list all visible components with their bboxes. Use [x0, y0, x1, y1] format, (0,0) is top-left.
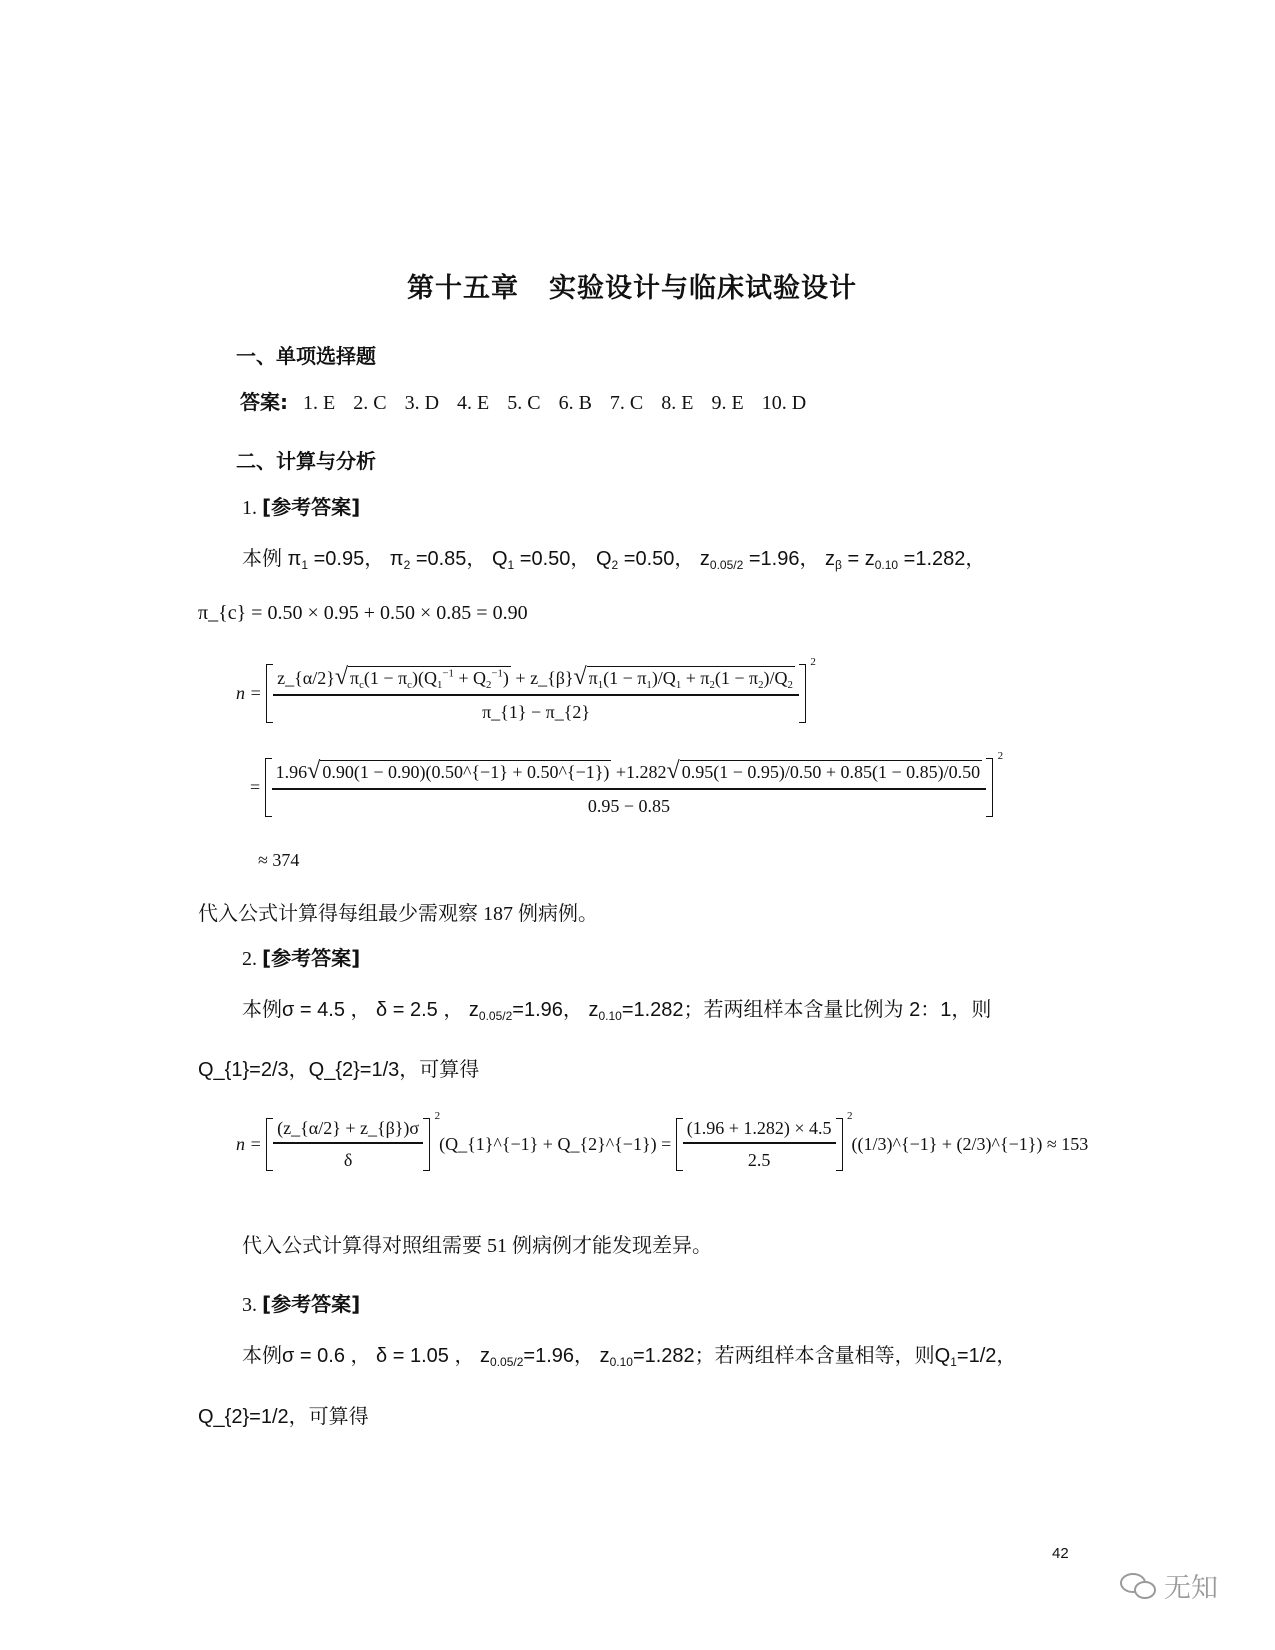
formula-lhs: =: [250, 777, 261, 797]
answer: 2. C: [353, 392, 387, 414]
numerator: (z_{α/2} + z_{β})σ: [273, 1118, 423, 1144]
q1-formula-numeric: [250, 750, 1004, 817]
q1-given: 本例 $\pi_1 =0.95$， $\pi_2 =0.85$， $Q_1 =0.50$， $Q_2 =0.50$， $z_{0.05/2} =1.96$， $z_\beta = z_{0.10} =1.282$，: [242, 548, 986, 573]
q2-label: [242, 942, 360, 971]
q1-number: 1.: [242, 497, 257, 519]
answer: 5. C: [507, 392, 541, 414]
bracket: [266, 1110, 441, 1171]
q2-conclusion: 代入公式计算得对照组需要 51 例病例才能发现差异。: [242, 1235, 712, 1257]
term: +1.282: [615, 762, 667, 782]
q1-ref-label: [参考答案]: [262, 495, 361, 519]
answer: 4. E: [457, 392, 490, 414]
answer: 1. E: [303, 392, 336, 414]
answer: 7. C: [609, 392, 644, 414]
numerator: (1.96 + 1.282) × 4.5: [683, 1118, 836, 1144]
answer: 10. D: [761, 392, 807, 414]
sqrt-icon: √: [307, 758, 321, 784]
q1-result: ≈ 374: [258, 850, 300, 870]
denominator: π_{1} − π_{2}: [482, 702, 590, 722]
sqrt-icon: √: [666, 758, 680, 784]
denominator: 2.5: [747, 1150, 771, 1170]
bracket: [676, 1110, 853, 1171]
answer: 3. D: [404, 392, 440, 414]
q2-given: 本例σ = 4.5 ， δ = 2.5 ， $z_{0.05/2}=1.96$， $z_{0.10}=1.282$；若两组样本含量比例为 2：1，则: [242, 999, 992, 1024]
exponent: 2: [997, 750, 1004, 762]
q1-formula-general: [236, 656, 816, 723]
watermark-text: 无知: [1164, 1573, 1218, 1604]
section1-heading: 一、单项选择题: [236, 344, 376, 368]
exponent: 2: [810, 656, 816, 668]
q2-formula: [236, 1110, 1089, 1171]
watermark: [1118, 1566, 1218, 1605]
q2-number: 2.: [242, 948, 257, 970]
exponent: 2: [847, 1110, 853, 1122]
section2-heading: 二、计算与分析: [236, 449, 376, 473]
chapter-title: [0, 266, 1264, 305]
bracket: [265, 750, 1004, 817]
formula-lhs: n =: [236, 683, 262, 703]
q3-q-line: Q_{2}=1/2，可算得: [198, 1406, 369, 1428]
answer-label: 答案:: [240, 390, 288, 414]
radicand: 0.95(1 − 0.95)/0.50 + 0.85(1 − 0.85)/0.50: [681, 762, 981, 782]
denominator: 0.95 − 0.85: [587, 796, 670, 816]
answer: 8. E: [661, 392, 694, 414]
q1-label: [242, 491, 360, 520]
radicand: $\pi_c(1 - \pi_c)(Q_1^{-1} + Q_2^{-1})$: [350, 667, 509, 691]
term: 1.96: [275, 762, 308, 782]
chapter-name: 实验设计与临床试验设计: [549, 273, 857, 304]
q2-ref-label: [参考答案]: [262, 946, 361, 970]
sqrt-icon: √: [573, 664, 587, 690]
answer-line: [240, 386, 824, 415]
term: ((1/3)^{−1} + (2/3)^{−1}) ≈ 153: [851, 1134, 1089, 1154]
chapter-number: 第十五章: [407, 273, 519, 304]
sqrt-icon: √: [334, 664, 349, 690]
q3-ref-label: [参考答案]: [262, 1292, 361, 1316]
q1-conclusion: 代入公式计算得每组最少需观察 187 例病例。: [198, 903, 598, 925]
page-number: 42: [1052, 1545, 1069, 1562]
q3-number: 3.: [242, 1294, 257, 1316]
q2-q-line: Q_{1}=2/3，Q_{2}=1/3，可算得: [198, 1059, 480, 1081]
bracket: [266, 656, 816, 723]
formula-lhs: n =: [236, 1134, 262, 1154]
radicand: $\pi_1(1 - \pi_1)/Q_1 + \pi_2(1 - \pi_2)/Q_2$: [588, 668, 793, 691]
term: + z_{β}: [515, 668, 574, 688]
answer: 9. E: [711, 392, 744, 414]
term: z_{α/2}: [277, 668, 335, 688]
q3-label: [242, 1288, 360, 1317]
radicand: 0.90(1 − 0.90)(0.50^{−1} + 0.50^{−1}): [322, 762, 610, 782]
q3-given: 本例σ = 0.6 ， δ = 1.05 ， $z_{0.05/2}=1.96$， $z_{0.10}=1.282$；若两组样本含量相等，则$Q_1=1/2$，: [242, 1345, 1017, 1370]
denominator: δ: [343, 1150, 353, 1170]
term: (Q_{1}^{−1} + Q_{2}^{−1}) =: [439, 1134, 672, 1154]
q1-pi-c: π_{c} = 0.50 × 0.95 + 0.50 × 0.85 = 0.90: [198, 602, 528, 624]
answer: 6. B: [558, 392, 592, 414]
exponent: 2: [434, 1110, 441, 1122]
wechat-icon: [1118, 1571, 1158, 1601]
